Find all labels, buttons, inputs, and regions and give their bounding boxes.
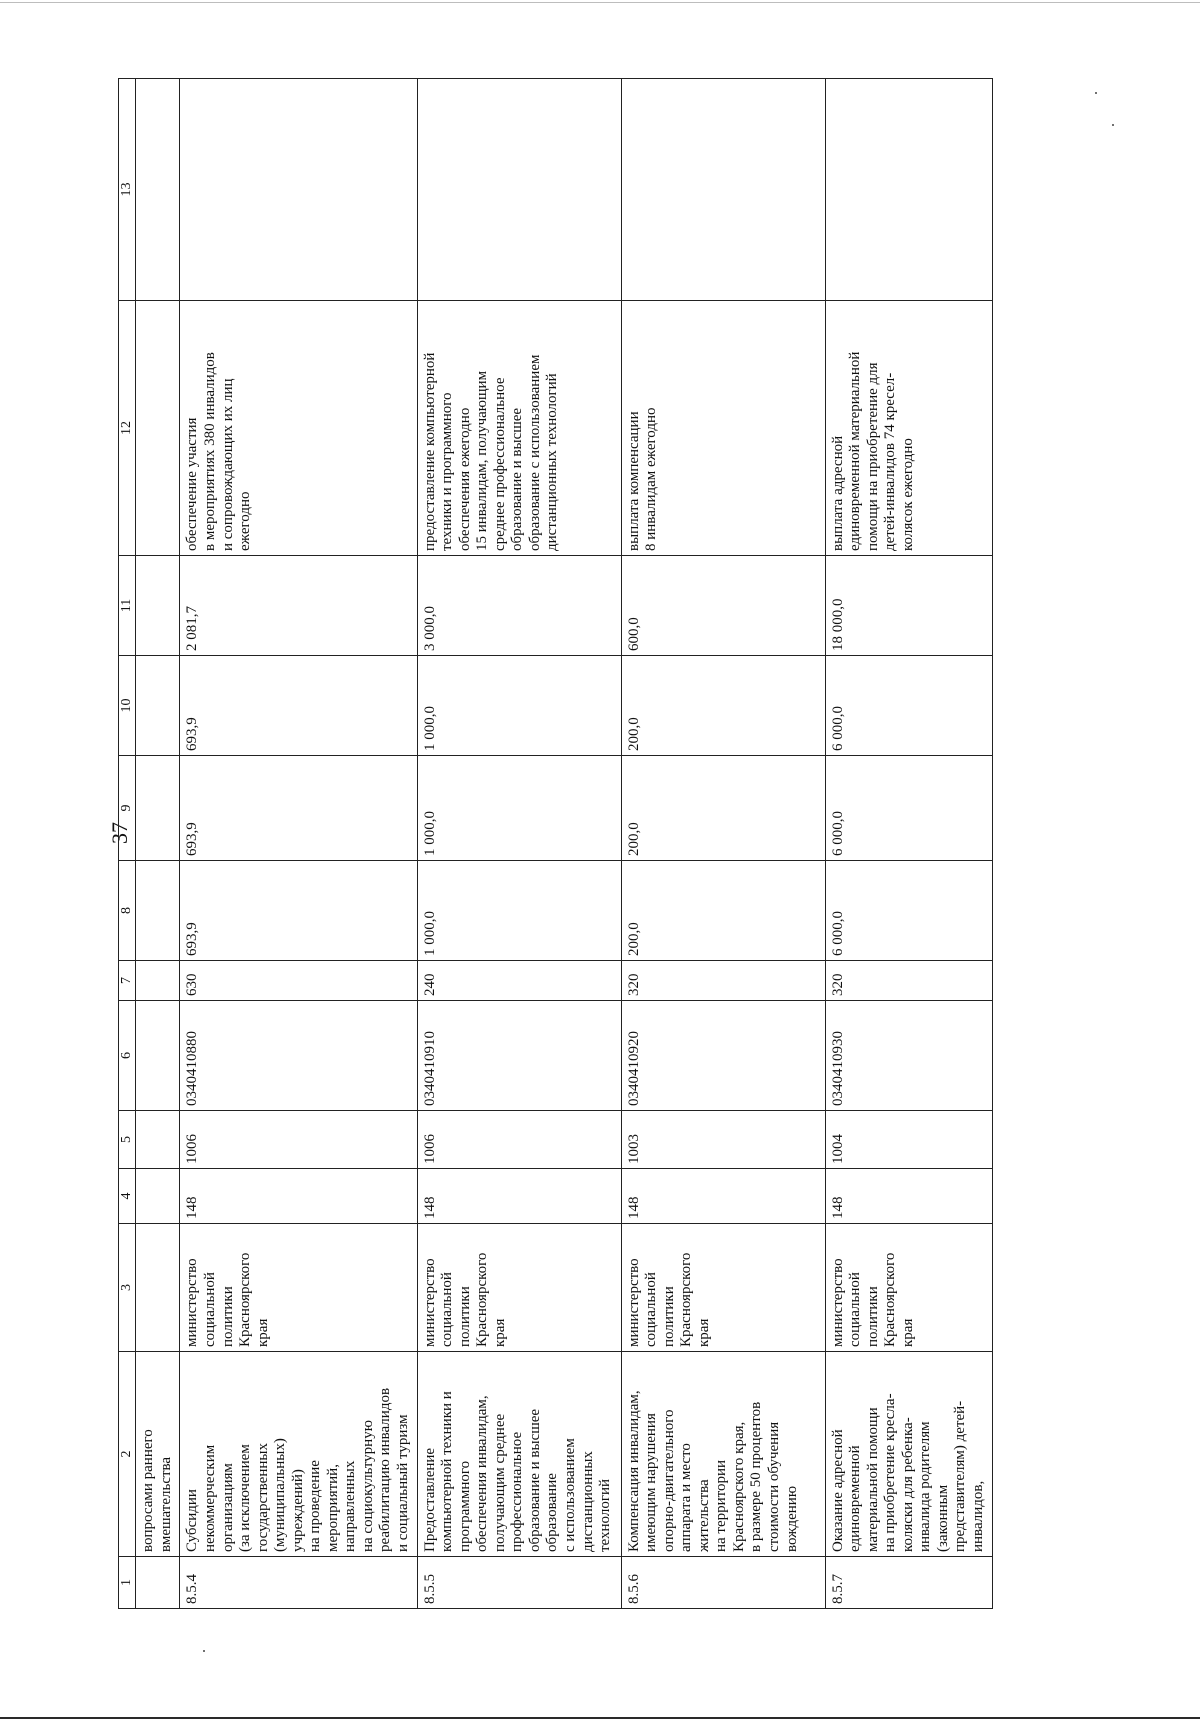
amount-year-3: 200,0 [621, 656, 825, 756]
column-number: 9 [119, 756, 136, 861]
measure-number: 8.5.7 [825, 1557, 992, 1609]
amount-total: 3 000,0 [417, 556, 621, 656]
expected-result: предоставление компьютерной техники и программного обеспечения ежегодно 15 инвалидам, получающим среднее профессиональное образование и высшее образование с использованием дистанционных технологий [417, 301, 621, 556]
table-cell [136, 1169, 180, 1224]
expected-result: выплата адресной единовременной материальной помощи на приобретение для детей-инвалидов 74 кресел- колясок ежегодно [825, 301, 992, 556]
continuation-row [136, 79, 180, 1609]
table-cell [136, 1224, 180, 1352]
column-number: 13 [119, 79, 136, 301]
table-cell [136, 861, 180, 961]
measure-number: 8.5.6 [621, 1557, 825, 1609]
table-row [180, 79, 417, 1609]
measure-name: Оказание адресной единовременной материальной помощи на приобретение кресла- коляски для ребенка- инвалида родителям (законным представителям) детей- инвалидов, [825, 1352, 992, 1557]
scan-speck [203, 1650, 205, 1652]
column-number: 3 [119, 1224, 136, 1352]
section-code: 1006 [417, 1111, 621, 1169]
executor: министерство социальной политики Красноярского края [621, 1224, 825, 1352]
grbs-code: 148 [180, 1169, 417, 1224]
amount-year-1: 200,0 [621, 861, 825, 961]
expense-type-code: 320 [825, 961, 992, 1001]
amount-total: 600,0 [621, 556, 825, 656]
rotated-table-sheet [118, 79, 1083, 1609]
column-number: 12 [119, 301, 136, 556]
table-cell [136, 756, 180, 861]
executor: министерство социальной политики Красноярского края [180, 1224, 417, 1352]
continued-measure-name: вопросами раннего вмешательства [136, 1352, 180, 1557]
column-13-cell [825, 79, 992, 301]
target-article-code: 0340410880 [180, 1001, 417, 1111]
measure-name: Компенсация инвалидам, имеющим нарушения опорно-двигательного аппарата и место жительства на территории Красноярского края, в размере 50 процентов стоимости обучения вождению [621, 1352, 825, 1557]
expense-type-code: 240 [417, 961, 621, 1001]
measure-name: Предоставление компьютерной техники и программного обеспечения инвалидам, получающим среднее профессиональное образование и высшее образование с использованием дистанционных технологий [417, 1352, 621, 1557]
amount-year-1: 693,9 [180, 861, 417, 961]
amount-year-2: 693,9 [180, 756, 417, 861]
amount-year-3: 693,9 [180, 656, 417, 756]
table-cell [136, 301, 180, 556]
page-number: 37 [107, 822, 132, 844]
program-measures-table [118, 78, 993, 1609]
executor: министерство социальной политики Красноярского края [825, 1224, 992, 1352]
column-number: 6 [119, 1001, 136, 1111]
grbs-code: 148 [621, 1169, 825, 1224]
table-cell [136, 1111, 180, 1169]
table-cell [136, 79, 180, 301]
amount-total: 2 081,7 [180, 556, 417, 656]
table-cell [136, 1001, 180, 1111]
column-number: 5 [119, 1111, 136, 1169]
column-number: 2 [119, 1352, 136, 1557]
amount-year-1: 6 000,0 [825, 861, 992, 961]
expected-result: выплата компенсации 8 инвалидам ежегодно [621, 301, 825, 556]
measure-number: 8.5.5 [417, 1557, 621, 1609]
scan-top-edge [0, 2, 1200, 3]
table-row [417, 79, 621, 1609]
amount-total: 18 000,0 [825, 556, 992, 656]
amount-year-2: 200,0 [621, 756, 825, 861]
column-number: 10 [119, 656, 136, 756]
measure-name: Субсидии некоммерческим организациям (за исключением государственных (муниципальных) учреждений) на проведение мероприятий, направленных на социокультурную реабилитацию инвалидов и социальный туризм [180, 1352, 417, 1557]
grbs-code: 148 [417, 1169, 621, 1224]
amount-year-1: 1 000,0 [417, 861, 621, 961]
table-cell [136, 1557, 180, 1609]
section-code: 1004 [825, 1111, 992, 1169]
measure-number: 8.5.4 [180, 1557, 417, 1609]
target-article-code: 0340410910 [417, 1001, 621, 1111]
amount-year-2: 6 000,0 [825, 756, 992, 861]
grbs-code: 148 [825, 1169, 992, 1224]
table-cell [136, 556, 180, 656]
column-13-cell [180, 79, 417, 301]
target-article-code: 0340410930 [825, 1001, 992, 1111]
table-row [621, 79, 825, 1609]
section-code: 1006 [180, 1111, 417, 1169]
amount-year-3: 6 000,0 [825, 656, 992, 756]
executor: министерство социальной политики Красноярского края [417, 1224, 621, 1352]
column-13-cell [417, 79, 621, 301]
expected-result: обеспечение участия в мероприятиях 380 инвалидов и сопровождающих их лиц ежегодно [180, 301, 417, 556]
column-number-row [119, 79, 136, 1609]
scan-bottom-edge [0, 1717, 1200, 1719]
table-cell [136, 961, 180, 1001]
column-number: 7 [119, 961, 136, 1001]
column-number: 8 [119, 861, 136, 961]
section-code: 1003 [621, 1111, 825, 1169]
column-13-cell [621, 79, 825, 301]
column-number: 11 [119, 556, 136, 656]
scan-speck [1095, 92, 1097, 94]
target-article-code: 0340410920 [621, 1001, 825, 1111]
expense-type-code: 630 [180, 961, 417, 1001]
column-number: 4 [119, 1169, 136, 1224]
table-row [825, 79, 992, 1609]
column-number: 1 [119, 1557, 136, 1609]
table-cell [136, 656, 180, 756]
amount-year-2: 1 000,0 [417, 756, 621, 861]
expense-type-code: 320 [621, 961, 825, 1001]
scan-speck [1112, 124, 1114, 126]
amount-year-3: 1 000,0 [417, 656, 621, 756]
